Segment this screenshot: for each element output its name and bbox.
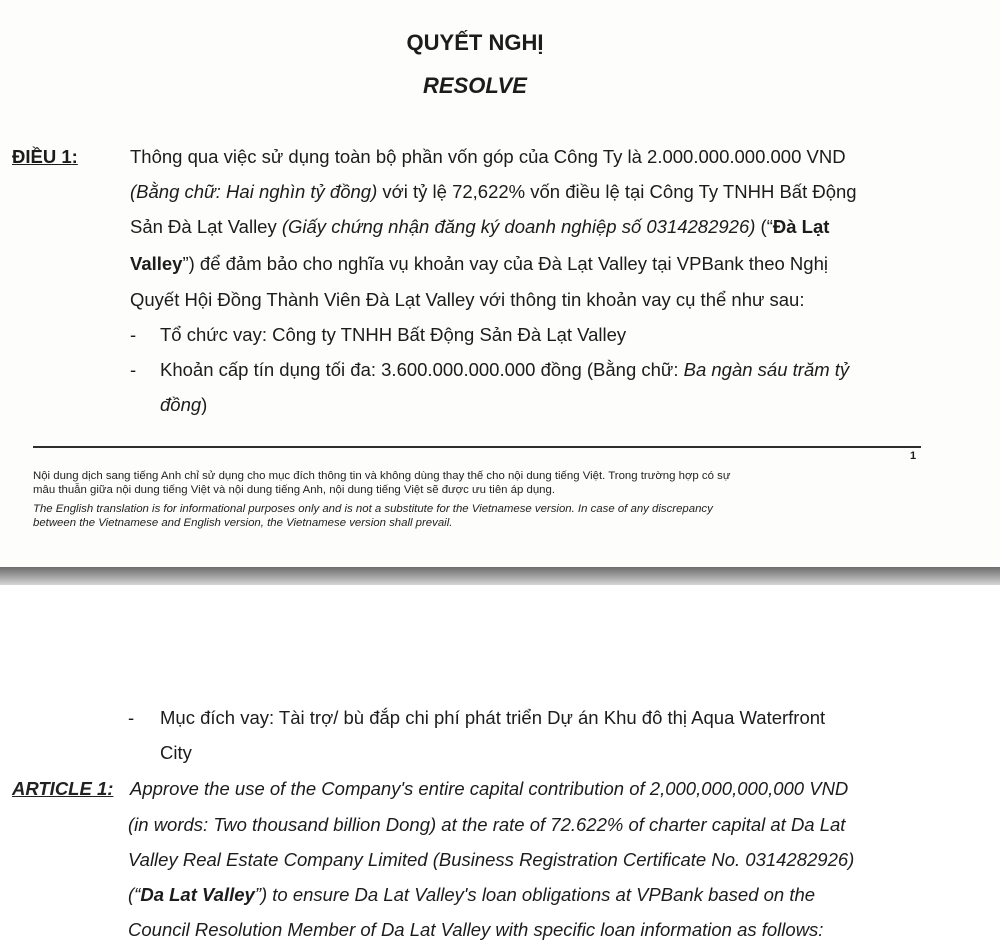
footnote-vi-line-1: Nội dung dịch sang tiếng Anh chỉ sử dụng cho mục đích thông tin và không dùng thay thế cho nội dung tiếng Việt. Trong trường hợp có sự [33,470,731,482]
article-1-label-en: ARTICLE 1: [12,778,114,799]
resolution-title-en: RESOLVE [423,73,527,98]
article-1-line-3: Sản Đà Lạt Valley (Giấy chứng nhận đăng ký doanh nghiệp số 0314282926) (“Đà Lạt [130,216,830,237]
article-1-label-vi: ĐIỀU 1: [12,146,78,167]
resolution-title-vi: QUYẾT NGHỊ [406,30,544,55]
bullet-dash: - [128,707,135,728]
bullet-loan-purpose: Mục đích vay: Tài trợ/ bù đắp chi phí phát triển Dự án Khu đô thị Aqua Waterfront [160,707,826,728]
bullet-dash: - [130,324,137,345]
article-1-line-4: Valley”) để đảm bảo cho nghĩa vụ khoản vay của Đà Lạt Valley tại VPBank theo Nghị [130,253,828,274]
bullet-borrower: Tổ chức vay: Công ty TNHH Bất Động Sản Đà Lạt Valley [160,324,627,345]
article-1-en-line-1: Approve the use of the Company's entire capital contribution of 2,000,000,000,000 VND [130,778,849,799]
article-1-en-line-5: Council Resolution Member of Da Lat Valley with specific loan information as follows: [128,919,824,940]
bullet-dash: - [130,359,137,380]
article-1-en-line-3: Valley Real Estate Company Limited (Business Registration Certificate No. 0314282926) [128,849,855,870]
footnote-en-line-1: The English translation is for informational purposes only and is not a substitute for the Vietnamese version. In case of any discrepancy [33,503,713,515]
bullet-credit-limit-cont: đồng) [160,394,208,415]
footnote-rule [33,446,921,448]
article-1-line-2: (Bằng chữ: Hai nghìn tỷ đồng) với tỷ lệ 72,622% vốn điều lệ tại Công Ty TNHH Bất Động [130,181,857,202]
article-1-line-1: Thông qua việc sử dụng toàn bộ phần vốn góp của Công Ty là 2.000.000.000.000 VND [130,146,846,167]
page-separator [0,567,1000,585]
bullet-credit-limit: Khoản cấp tín dụng tối đa: 3.600.000.000.000 đồng (Bằng chữ: Ba ngàn sáu trăm tỷ [160,359,850,380]
article-1-line-5: Quyết Hội Đồng Thành Viên Đà Lạt Valley với thông tin khoản vay cụ thể như sau: [130,289,805,310]
footnote-en-line-2: between the Vietnamese and English version, the Vietnamese version shall prevail. [33,517,453,529]
article-1-en-line-4: (“Da Lat Valley”) to ensure Da Lat Valley's loan obligations at VPBank based on the [128,884,816,905]
article-1-en-line-2: (in words: Two thousand billion Dong) at the rate of 72.622% of charter capital at Da Lat [128,814,846,835]
bullet-loan-purpose-cont: City [160,742,192,763]
document-page-2 [0,585,1000,940]
page-number: 1 [910,450,917,462]
footnote-vi-line-2: mâu thuẫn giữa nội dung tiếng Việt và nội dung tiếng Anh, nội dung tiếng Việt sẽ được ưu tiên áp dụng. [33,484,555,496]
